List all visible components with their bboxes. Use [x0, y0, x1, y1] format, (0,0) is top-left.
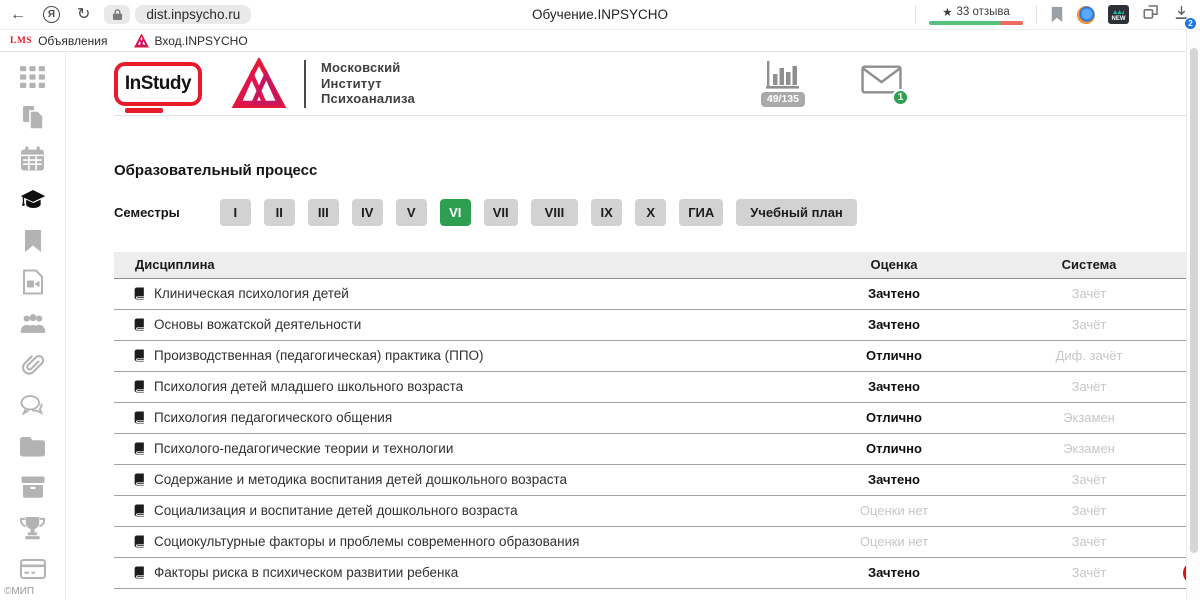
scrollbar-track[interactable]	[1186, 30, 1200, 600]
grades-table	[114, 252, 1194, 589]
separator	[915, 5, 916, 24]
book-icon	[133, 535, 146, 548]
lock-icon	[112, 8, 123, 21]
bookmark-icon[interactable]	[1050, 6, 1064, 23]
table-row	[114, 340, 1194, 371]
downloads-button[interactable]	[1173, 4, 1193, 28]
instudy-logo-text: InStudy	[124, 72, 192, 94]
discipline-link[interactable]	[133, 441, 804, 456]
semester-button[interactable]: ГИА	[679, 199, 723, 226]
reviews-count: 33 отзыва	[956, 5, 1010, 18]
nav-buttons	[10, 6, 90, 23]
discipline-name: Психология детей младшего школьного возраста	[154, 379, 464, 394]
progress-badge: 49/135	[761, 92, 805, 107]
semesters-row	[114, 199, 1194, 226]
semester-button[interactable]: IV	[352, 199, 383, 226]
scrollbar-thumb[interactable]	[1190, 48, 1198, 553]
discipline-link[interactable]	[133, 472, 804, 487]
mip-logo-icon	[230, 58, 288, 110]
site-header	[114, 52, 1194, 116]
grade-value: Зачтено	[868, 286, 920, 301]
lock-chip[interactable]	[104, 5, 130, 24]
system-value: Зачёт	[1071, 317, 1107, 332]
refresh-button[interactable]: ↻	[77, 5, 91, 23]
grade-value: Отлично	[866, 348, 922, 363]
extension-browser-icon[interactable]	[1077, 6, 1095, 24]
semester-button[interactable]: II	[264, 199, 295, 226]
bookmarks-bar	[0, 30, 1200, 52]
semester-button[interactable]: VIII	[531, 199, 579, 226]
book-icon	[133, 473, 146, 486]
book-icon	[133, 411, 146, 424]
grade-value: Оценки нет	[859, 534, 929, 549]
tab-title: Обучение.INPSYCHO	[532, 7, 668, 22]
grade-value: Зачтено	[868, 379, 920, 394]
system-value: Зачёт	[1071, 472, 1107, 487]
table-row	[114, 371, 1194, 402]
semester-button[interactable]: VI	[440, 199, 471, 226]
mip-copyright: ©МИП	[4, 586, 35, 597]
system-value: Зачёт	[1071, 379, 1107, 394]
discipline-link[interactable]	[133, 410, 804, 425]
discipline-name: Основы вожатской деятельности	[154, 317, 362, 332]
bookmark-announcements[interactable]: LMS Объявления	[10, 33, 108, 48]
system-value: Зачёт	[1071, 286, 1107, 301]
discipline-name: Факторы риска в психическом развитии ребенка	[154, 565, 459, 580]
discipline-link[interactable]	[133, 379, 804, 394]
table-header-row	[114, 252, 1194, 278]
discipline-link[interactable]	[133, 286, 804, 301]
grade-value: Зачтено	[868, 317, 920, 332]
semester-button[interactable]: X	[635, 199, 666, 226]
semester-button[interactable]: III	[308, 199, 339, 226]
rating-bar	[929, 21, 1023, 25]
paperclip-icon[interactable]	[20, 351, 46, 377]
table-row	[114, 433, 1194, 464]
discipline-name: Социализация и воспитание детей дошкольного возраста	[154, 503, 518, 518]
discipline-link[interactable]	[133, 503, 804, 518]
book-icon	[133, 504, 146, 517]
address-bar[interactable]: dist.inpsycho.ru	[135, 5, 251, 24]
back-button[interactable]: ←	[10, 5, 26, 23]
reviews-widget[interactable]	[929, 5, 1023, 25]
column-discipline: Дисциплина	[114, 252, 804, 278]
content-area	[66, 52, 1200, 600]
discipline-link[interactable]	[133, 534, 804, 549]
system-value: Зачёт	[1071, 534, 1107, 549]
system-value: Диф. зачёт	[1055, 348, 1123, 363]
progress-stats-button[interactable]	[761, 61, 805, 107]
page-title: Образовательный процесс	[114, 162, 318, 179]
downloads-badge: 2	[1184, 17, 1197, 30]
sidebar	[0, 52, 66, 600]
grade-value: Отлично	[866, 410, 922, 425]
browser-extensions-area	[909, 3, 1193, 28]
video-file-icon[interactable]	[20, 269, 46, 295]
semester-button[interactable]: Учебный план	[736, 199, 856, 226]
semester-button[interactable]: VII	[484, 199, 518, 226]
graduation-cap-icon[interactable]	[20, 187, 46, 213]
mail-badge: 1	[892, 89, 909, 106]
system-value: Зачёт	[1071, 565, 1107, 580]
divider	[304, 60, 306, 108]
archive-icon[interactable]	[20, 474, 46, 500]
separator	[1036, 5, 1037, 24]
table-row	[114, 402, 1194, 433]
book-icon	[133, 349, 146, 362]
semester-button[interactable]: V	[396, 199, 427, 226]
grade-value: Оценки нет	[859, 503, 929, 518]
discipline-link[interactable]	[133, 565, 804, 580]
table-row	[114, 526, 1194, 557]
discipline-link[interactable]	[133, 348, 804, 363]
semester-button[interactable]: IX	[591, 199, 622, 226]
instudy-logo[interactable]	[114, 62, 202, 106]
table-row	[114, 495, 1194, 526]
documents-icon[interactable]	[20, 105, 46, 131]
grade-value: Зачтено	[868, 472, 920, 487]
discipline-link[interactable]	[133, 317, 804, 332]
star-icon: ★	[942, 6, 953, 19]
discipline-name: Клиническая психология детей	[154, 286, 349, 301]
browser-toolbar	[0, 0, 1200, 30]
semester-buttons	[220, 199, 857, 226]
system-value: Экзамен	[1063, 441, 1115, 456]
book-icon	[133, 442, 146, 455]
chat-icon[interactable]	[20, 392, 46, 418]
grade-value: Отлично	[866, 441, 922, 456]
table-row	[114, 464, 1194, 495]
discipline-name: Психолого-педагогические теории и технологии	[154, 441, 454, 456]
book-icon	[133, 380, 146, 393]
folder-icon[interactable]	[20, 433, 46, 459]
institute-name: Московский Институт Психоанализа	[321, 60, 415, 107]
extension-icon[interactable]	[1142, 3, 1160, 26]
table-row	[114, 309, 1194, 340]
calendar-icon[interactable]	[20, 146, 46, 172]
bar-chart-icon	[766, 61, 800, 90]
book-icon	[133, 566, 146, 579]
users-icon[interactable]	[20, 310, 46, 336]
column-system: Система	[984, 252, 1194, 278]
bookmark-nav-icon[interactable]	[20, 228, 46, 254]
discipline-name: Социокультурные факторы и проблемы современного образования	[154, 534, 580, 549]
discipline-name: Производственная (педагогическая) практика (ППО)	[154, 348, 484, 363]
semester-button[interactable]: I	[220, 199, 251, 226]
semesters-label: Семестры	[114, 205, 180, 220]
discipline-name: Психология педагогического общения	[154, 410, 393, 425]
book-icon	[133, 318, 146, 331]
new-extension-icon[interactable]: NEW	[1108, 5, 1129, 24]
mip-mini-logo-icon	[134, 34, 149, 48]
grid-icon[interactable]	[20, 64, 46, 90]
yandex-icon[interactable]: Я	[43, 6, 60, 23]
trophy-icon[interactable]	[20, 515, 46, 541]
mail-button[interactable]	[861, 65, 904, 103]
card-icon[interactable]	[20, 556, 46, 582]
table-row	[114, 557, 1194, 588]
discipline-name: Содержание и методика воспитания детей дошкольного возраста	[154, 472, 568, 487]
book-icon	[133, 287, 146, 300]
bookmark-login-inpsycho[interactable]: Вход.INPSYCHO	[134, 34, 248, 48]
column-grade: Оценка	[804, 252, 984, 278]
table-row	[114, 278, 1194, 309]
grade-value: Зачтено	[868, 565, 920, 580]
system-value: Зачёт	[1071, 503, 1107, 518]
system-value: Экзамен	[1063, 410, 1115, 425]
header-icons	[761, 61, 902, 107]
lms-logo-icon: LMS	[10, 35, 33, 46]
